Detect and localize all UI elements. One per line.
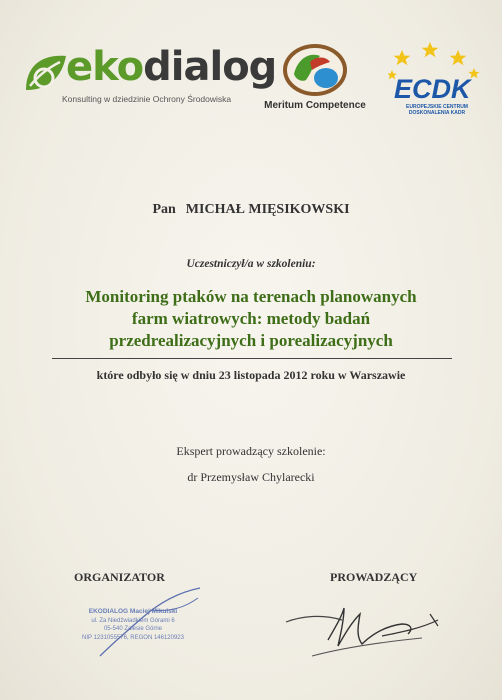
- expert-name: dr Przemysław Chylarecki: [187, 470, 315, 484]
- lead-signature: [282, 596, 452, 666]
- ecdk-subtitle: EUROPEJSKIE CENTRUM DOSKONALENIA KADR: [406, 104, 468, 116]
- course-title-line: Monitoring ptaków na terenach planowanych: [85, 287, 417, 306]
- expert-label: Ekspert prowadzący szkolenie:: [176, 444, 326, 458]
- ekodialog-logo: [22, 44, 277, 110]
- ecdk-logo: [388, 40, 480, 120]
- organizer-label: ORGANIZATOR: [74, 570, 165, 584]
- recipient-line: [0, 202, 502, 218]
- participant-label: Uczestniczył/a w szkoleniu:: [186, 258, 316, 270]
- ecdk-name: ECDK: [394, 74, 471, 104]
- meritum-label: Meritum Competence: [264, 100, 366, 111]
- leaf-icon: [22, 50, 70, 96]
- date-line: które odbyło się w dniu 23 listopada 2012 roku w Warszawie: [96, 368, 406, 382]
- ekodialog-wordmark: ekodialog: [66, 44, 277, 90]
- lead-label: PROWADZĄCY: [330, 570, 418, 584]
- meritum-emblem-icon: [280, 42, 350, 98]
- organizer-signature: [80, 582, 220, 662]
- ekodialog-tagline: Konsulting w dziedzinie Ochrony Środowiska: [62, 94, 232, 104]
- course-title: [40, 286, 462, 352]
- course-title-line: przedrealizacyjnych i porealizacyjnych: [109, 331, 393, 350]
- divider: [52, 358, 452, 359]
- course-title-line: farm wiatrowych: metody badań: [131, 309, 371, 328]
- organizer-stamp: EKODIALOG Maciej Mikulski ul. Za Niedźwiadkiem Górami 6 05-540 Zalesie Górne NIP 1231055576, REGON 146120923: [82, 608, 184, 641]
- recipient-name: MICHAŁ MIĘSIKOWSKI: [185, 202, 350, 217]
- recipient-prefix: Pan: [152, 202, 176, 217]
- meritum-logo: [260, 42, 370, 117]
